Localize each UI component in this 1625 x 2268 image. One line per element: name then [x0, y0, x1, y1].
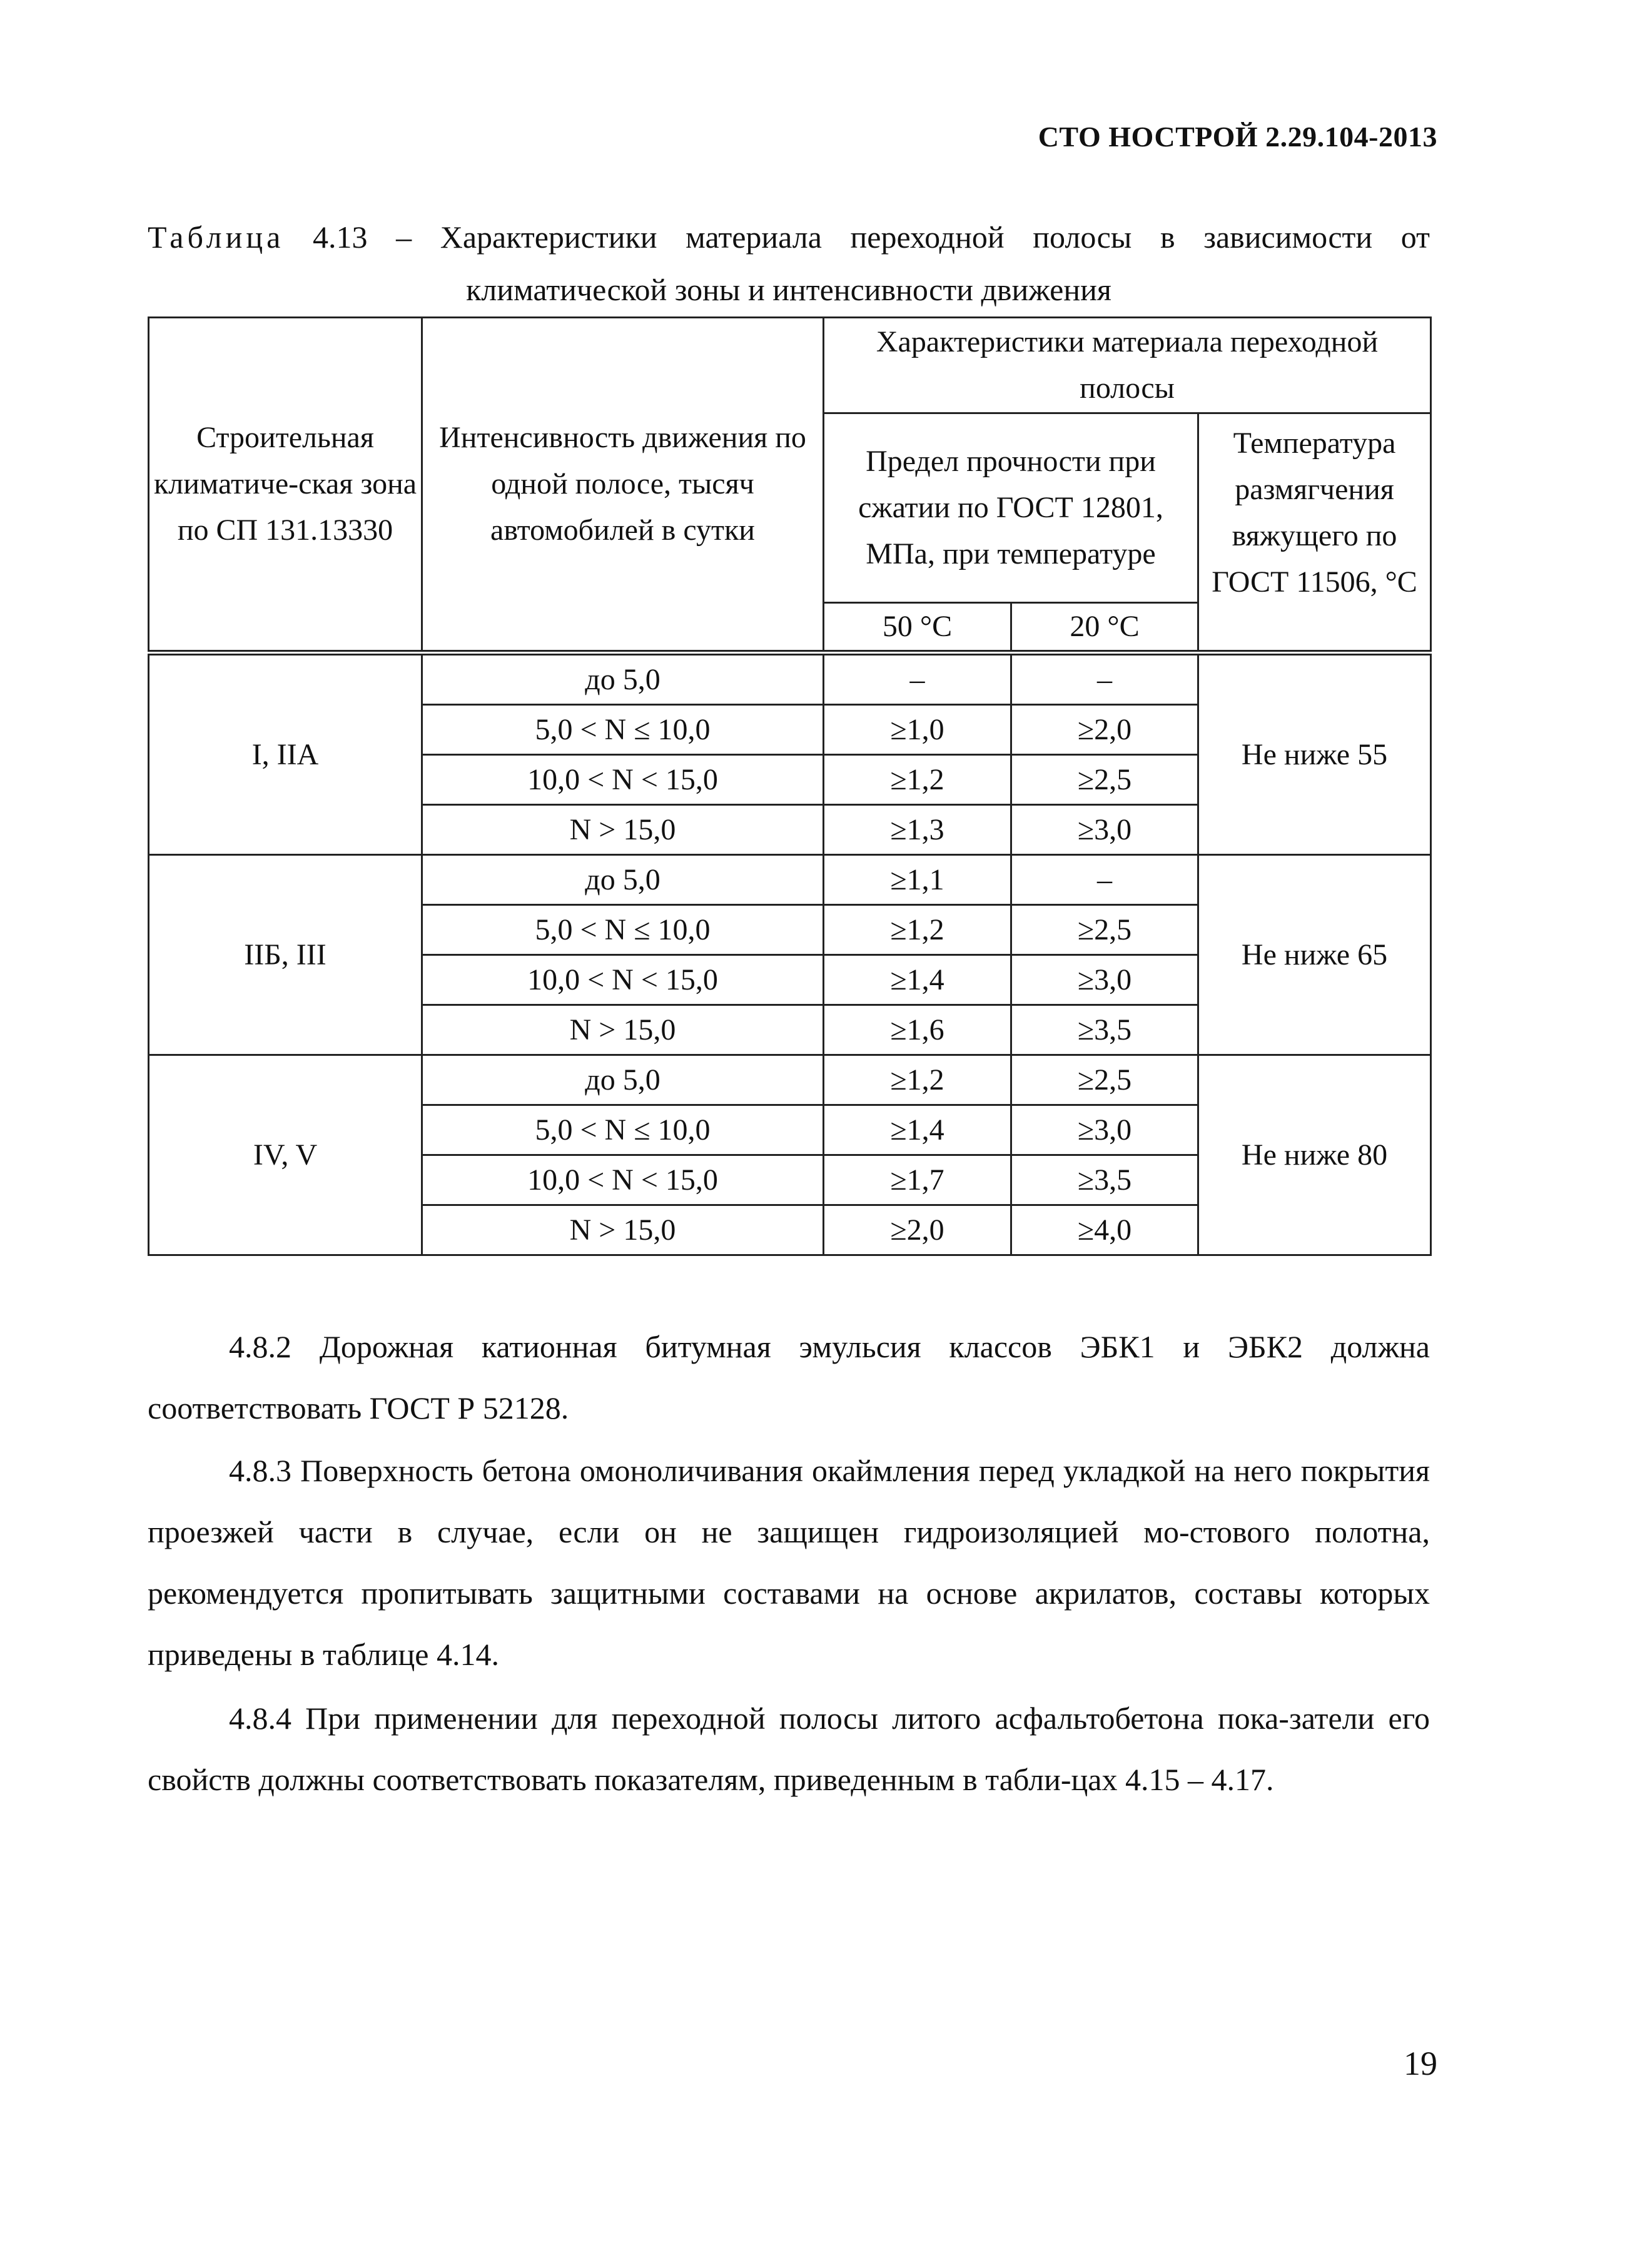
strength-50-cell: ≥1,4: [824, 955, 1011, 1005]
paragraph-4-8-2: [148, 1316, 1430, 1439]
strength-20-cell: ≥2,5: [1011, 905, 1198, 955]
intensity-cell: 10,0 < N < 15,0: [422, 1155, 824, 1205]
table-caption: [148, 206, 1430, 311]
intensity-cell: до 5,0: [422, 653, 824, 705]
header-material: Характеристики материала переходной полосы: [824, 318, 1431, 413]
strength-50-cell: ≥2,0: [824, 1205, 1011, 1255]
strength-20-cell: ≥3,5: [1011, 1005, 1198, 1055]
paragraph-4-8-4: [148, 1688, 1430, 1810]
paragraph-text: 4.8.2 Дорожная катионная битумная эмульсия классов ЭБК1 и ЭБК2 должна соответствовать ГОСТ Р 52128.: [148, 1329, 1430, 1425]
intensity-cell: 10,0 < N < 15,0: [422, 755, 824, 805]
caption-label: Таблица: [148, 220, 285, 255]
header-zone: Строительная климатиче-ская зона по СП 131.13330: [149, 318, 422, 653]
paragraph-4-8-3: [148, 1440, 1430, 1685]
table-row: [149, 855, 1431, 905]
strength-50-cell: ≥1,2: [824, 755, 1011, 805]
strength-20-cell: ≥4,0: [1011, 1205, 1198, 1255]
strength-50-cell: ≥1,1: [824, 855, 1011, 905]
softening-cell: Не ниже 65: [1198, 855, 1431, 1055]
strength-20-cell: ≥2,5: [1011, 1055, 1198, 1105]
strength-20-cell: ≥2,0: [1011, 705, 1198, 755]
strength-20-cell: ≥3,5: [1011, 1155, 1198, 1205]
strength-50-cell: ≥1,7: [824, 1155, 1011, 1205]
header-softening: Температура размягчения вяжущего по ГОСТ 11506, °С: [1198, 413, 1431, 653]
header-row-1: [149, 318, 1431, 413]
paragraph-text: 4.8.4 При применении для переходной полосы литого асфальтобетона пока-затели его свойств должны соответствовать показателям, приведенным в табли-цах 4.15 – 4.17.: [148, 1701, 1430, 1797]
intensity-cell: 10,0 < N < 15,0: [422, 955, 824, 1005]
softening-cell: Не ниже 55: [1198, 653, 1431, 855]
strength-50-cell: ≥1,2: [824, 905, 1011, 955]
strength-50-cell: ≥1,0: [824, 705, 1011, 755]
strength-20-cell: ≥3,0: [1011, 955, 1198, 1005]
strength-20-cell: –: [1011, 855, 1198, 905]
strength-50-cell: ≥1,4: [824, 1105, 1011, 1155]
softening-cell: Не ниже 80: [1198, 1055, 1431, 1255]
caption-title: 4.13 – Характеристики материала переходной полосы в зависимости от: [284, 220, 1430, 255]
strength-50-cell: –: [824, 653, 1011, 705]
strength-20-cell: ≥3,0: [1011, 805, 1198, 855]
caption-line-1: [148, 206, 1430, 268]
intensity-cell: до 5,0: [422, 855, 824, 905]
zone-cell: IIБ, III: [149, 855, 422, 1055]
strength-20-cell: –: [1011, 653, 1198, 705]
page-number: 19: [1404, 2045, 1437, 2082]
zone-cell: I, IIА: [149, 653, 422, 855]
intensity-cell: 5,0 < N ≤ 10,0: [422, 905, 824, 955]
intensity-cell: N > 15,0: [422, 805, 824, 855]
document-code: СТО НОСТРОЙ 2.29.104-2013: [1038, 121, 1437, 153]
material-characteristics-table: [148, 316, 1432, 1256]
header-strength: Предел прочности при сжатии по ГОСТ 12801, МПа, при температуре: [824, 413, 1198, 603]
strength-20-cell: ≥2,5: [1011, 755, 1198, 805]
header-intensity: Интенсивность движения по одной полосе, тысяч автомобилей в сутки: [422, 318, 824, 653]
header-t50: 50 °С: [824, 603, 1011, 653]
strength-20-cell: ≥3,0: [1011, 1105, 1198, 1155]
strength-50-cell: ≥1,2: [824, 1055, 1011, 1105]
table-row: [149, 1055, 1431, 1105]
table-row: [149, 653, 1431, 705]
intensity-cell: 5,0 < N ≤ 10,0: [422, 1105, 824, 1155]
intensity-cell: 5,0 < N ≤ 10,0: [422, 705, 824, 755]
paragraph-text: 4.8.3 Поверхность бетона омоноличивания окаймления перед укладкой на него покрытия проезжей части в случае, если он не защищен гидроизоляцией мо-стового полотна, рекомендуется пропитывать защитными составами на основе акрилатов, составы которых приведены в таблице 4.14.: [148, 1453, 1430, 1672]
caption-line-2: климатической зоны и интенсивности движения: [466, 272, 1111, 307]
strength-50-cell: ≥1,6: [824, 1005, 1011, 1055]
intensity-cell: N > 15,0: [422, 1005, 824, 1055]
intensity-cell: до 5,0: [422, 1055, 824, 1105]
zone-cell: IV, V: [149, 1055, 422, 1255]
header-t20: 20 °С: [1011, 603, 1198, 653]
intensity-cell: N > 15,0: [422, 1205, 824, 1255]
strength-50-cell: ≥1,3: [824, 805, 1011, 855]
